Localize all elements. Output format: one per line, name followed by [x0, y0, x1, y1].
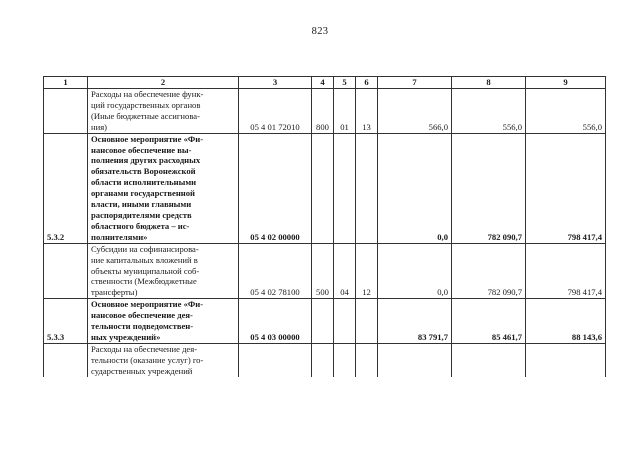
header-cell: 3: [239, 77, 312, 89]
value-col9: 798 417,4: [526, 243, 606, 299]
header-cell: 2: [88, 77, 239, 89]
description-line: Расходы на обеспечение дея-: [91, 343, 198, 354]
description-line: полнения других расходных: [91, 155, 201, 166]
description-line: Основное мероприятие «Фи-: [91, 299, 204, 310]
description-line: Субсидии на софинансирова-: [91, 243, 199, 254]
description-line: ных учреждений»: [91, 331, 161, 342]
table-row: [44, 299, 606, 344]
description-line: областного бюджета – ис-: [91, 220, 190, 231]
description-line: органами государственной: [91, 188, 195, 199]
table-row: [44, 343, 606, 376]
subsection: 12: [356, 243, 378, 299]
subsection: 13: [356, 89, 378, 134]
value-col8: 556,0: [452, 89, 526, 134]
row-number: 5.3.3: [44, 299, 88, 344]
description-line: нансовое обеспечение вы-: [91, 144, 192, 155]
description-line: Расходы на обеспечение функ-: [91, 89, 204, 99]
description-line: обязательств Воронежской: [91, 166, 196, 177]
description-line: Основное мероприятие «Фи-: [91, 133, 204, 144]
description-line: распорядителями средств: [91, 209, 192, 220]
value-col9: [526, 343, 606, 376]
subsection: [356, 299, 378, 344]
description-line: полнителями»: [91, 231, 148, 242]
section: [334, 299, 356, 344]
expense-type: 800: [312, 89, 334, 134]
table-row: [44, 133, 606, 243]
subsection: [356, 343, 378, 376]
description-line: (Иные бюджетные ассигнова-: [91, 110, 200, 121]
description-line: сударственных учреждений: [91, 365, 193, 376]
value-col9: 556,0: [526, 89, 606, 134]
row-description: [88, 299, 239, 344]
value-col7: [378, 343, 452, 376]
value-col7: 566,0: [378, 89, 452, 134]
value-col7: 0,0: [378, 243, 452, 299]
description-line: ния): [91, 121, 108, 132]
value-col9: 88 143,6: [526, 299, 606, 344]
row-number: [44, 343, 88, 376]
description-line: власти, иными главными: [91, 199, 192, 210]
budget-code: 05 4 02 00000: [239, 133, 312, 243]
value-col8: 782 090,7: [452, 133, 526, 243]
description-line: ственности (Межбюджетные: [91, 276, 197, 287]
value-col7: 0,0: [378, 133, 452, 243]
expense-type: [312, 133, 334, 243]
budget-code: 05 4 01 72010: [239, 89, 312, 134]
row-number: [44, 243, 88, 299]
section: [334, 133, 356, 243]
description-line: ние капитальных вложений в: [91, 254, 198, 265]
description-line: тельности (оказание услуг) го-: [91, 354, 204, 365]
row-description: [88, 243, 239, 299]
section: 04: [334, 243, 356, 299]
header-cell: 5: [334, 77, 356, 89]
description-line: области исполнительными: [91, 177, 197, 188]
description-line: трансферты): [91, 287, 138, 298]
description-line: тельности подведомствен-: [91, 321, 194, 332]
value-col8: 85 461,7: [452, 299, 526, 344]
description-line: нансовое обеспечение дея-: [91, 310, 193, 321]
row-description: [88, 343, 239, 376]
table-row: [44, 243, 606, 299]
section: 01: [334, 89, 356, 134]
value-col7: 83 791,7: [378, 299, 452, 344]
row-description: [88, 89, 239, 134]
expense-type: [312, 343, 334, 376]
description-line: ций государственных органов: [91, 99, 201, 110]
budget-code: 05 4 02 78100: [239, 243, 312, 299]
expense-type: [312, 299, 334, 344]
value-col8: [452, 343, 526, 376]
row-number: 5.3.2: [44, 133, 88, 243]
row-number: [44, 89, 88, 134]
value-col9: 798 417,4: [526, 133, 606, 243]
header-cell: 1: [44, 77, 88, 89]
header-cell: 6: [356, 77, 378, 89]
header-cell: 9: [526, 77, 606, 89]
budget-table: [43, 76, 606, 377]
header-cell: 8: [452, 77, 526, 89]
table-row: [44, 89, 606, 134]
page-number: 823: [311, 26, 329, 37]
row-description: [88, 133, 239, 243]
description-line: объекты муниципальной соб-: [91, 265, 200, 276]
header-cell: 4: [312, 77, 334, 89]
value-col8: 782 090,7: [452, 243, 526, 299]
header-cell: 7: [378, 77, 452, 89]
budget-code: [239, 343, 312, 376]
section: [334, 343, 356, 376]
table-header-row: [44, 77, 606, 89]
budget-code: 05 4 03 00000: [239, 299, 312, 344]
expense-type: 500: [312, 243, 334, 299]
subsection: [356, 133, 378, 243]
